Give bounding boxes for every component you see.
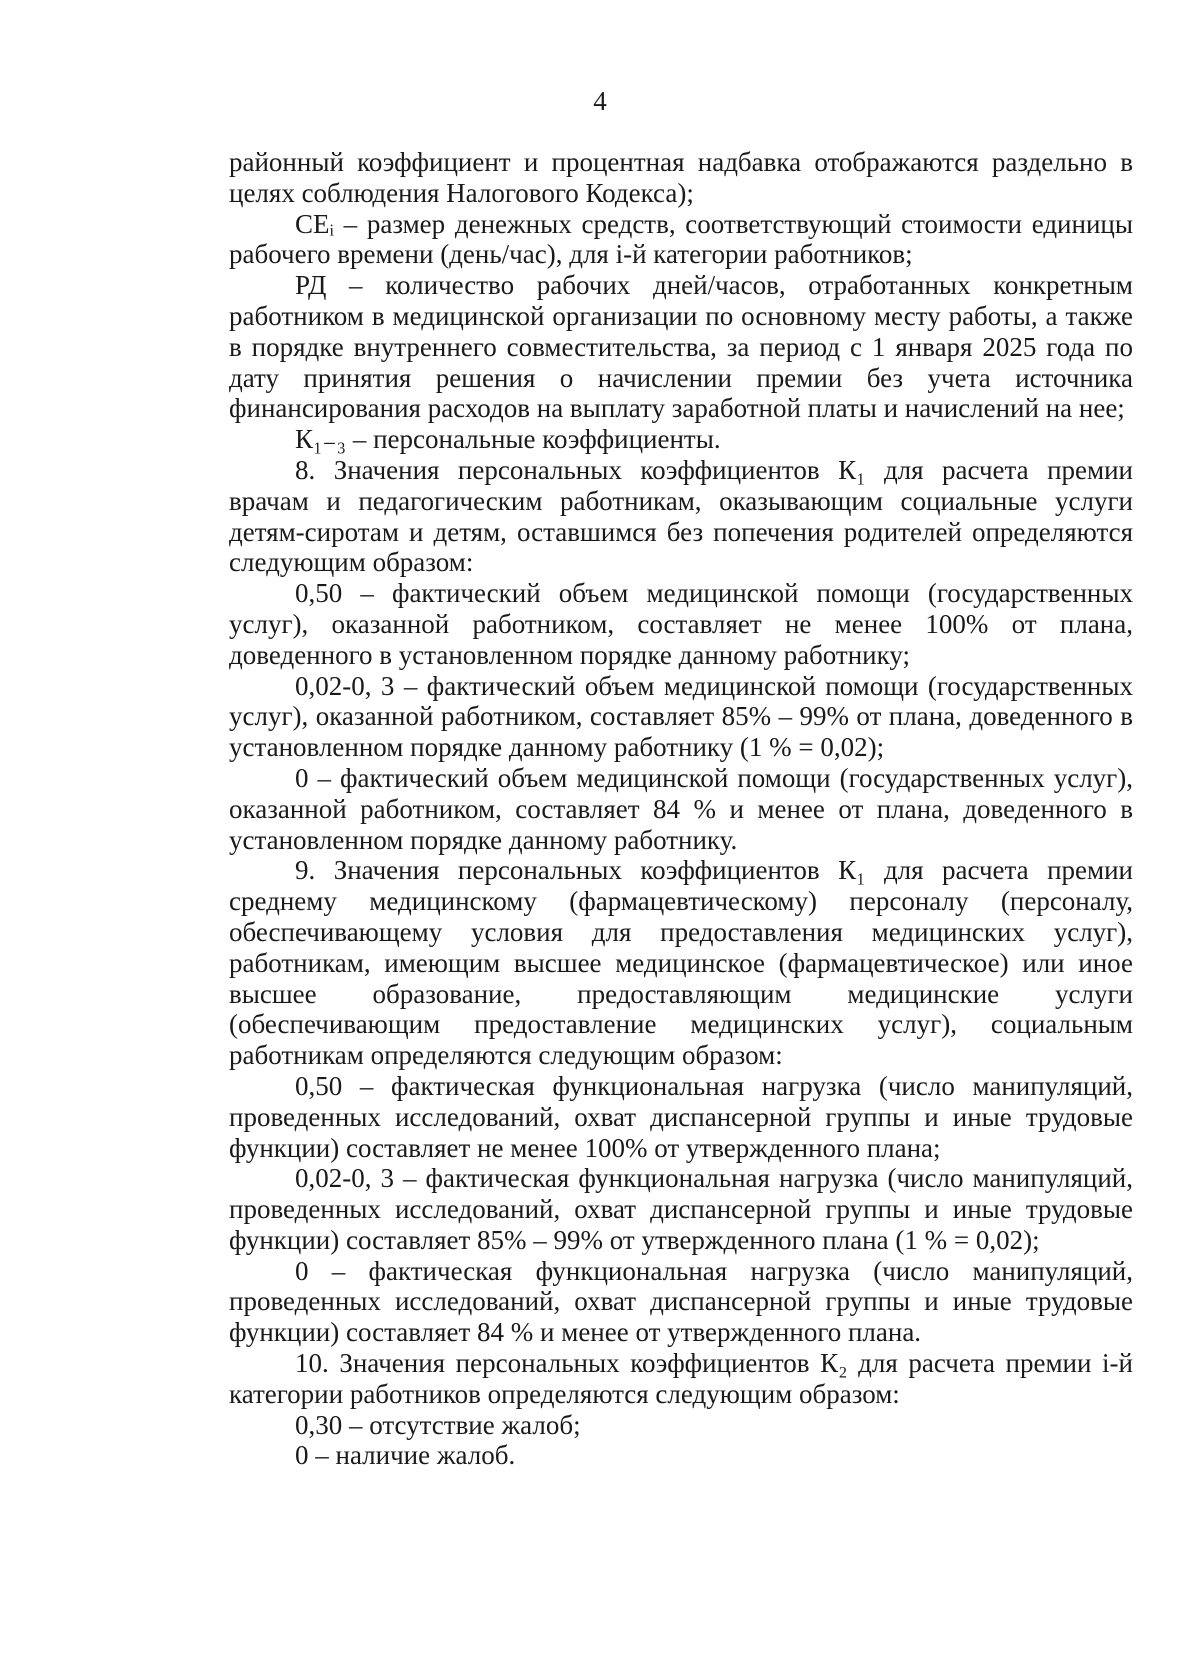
paragraph: 0,02-0, 3 – фактический объем медицинской помощи (государственных услуг), оказанной работником, составляет 85% – 99% от плана, доведенного в установленном порядке данному работнику (1 % = 0,02); [229, 670, 1133, 763]
paragraph: К₁₋₃ – персональные коэффициенты. [295, 424, 721, 455]
paragraph: 0,30 – отсутствие жалоб; [295, 1409, 581, 1440]
paragraph: СЕᵢ – размер денежных средств, соответствующий стоимости единицы рабочего времени (день/час), для i-й категории работников; [229, 208, 1133, 270]
paragraph: 0 – фактическая функциональная нагрузка (число манипуляций, проведенных исследований, охват диспансерной группы и иные трудовые функции) составляет 84 % и менее от утвержденного плана. [229, 1255, 1133, 1348]
document-body [229, 147, 1133, 1471]
paragraph: 9. Значения персональных коэффициентов К₁ для расчета премии среднему медицинскому (фармацевтическому) персоналу (персоналу, обеспечивающему условия для предоставления медицинских услуг), работникам, имеющим высшее медицинское (фармацевтическое) или иное высшее образование, предоставляющим медицинские услуги (обеспечивающим предоставление медицинских услуг), социальным работникам определяются следующим образом: [229, 855, 1133, 1071]
paragraph: 0,50 – фактический объем медицинской помощи (государственных услуг), оказанной работником, составляет не менее 100% от плана, доведенного в установленном порядке данному работнику; [229, 578, 1133, 670]
paragraph: 10. Значения персональных коэффициентов К₂ для расчета премии i-й категории работников определяются следующим образом: [229, 1348, 1133, 1409]
paragraph: 0 – фактический объем медицинской помощи (государственных услуг), оказанной работником, составляет 84 % и менее от плана, доведенного в установленном порядке данному работнику. [229, 762, 1133, 855]
paragraph: 8. Значения персональных коэффициентов К₁ для расчета премии врачам и педагогическим работникам, оказывающим социальные услуги детям-сиротам и детям, оставшимся без попечения родителей определяются следующим образом: [229, 454, 1133, 578]
paragraph: 0,50 – фактическая функциональная нагрузка (число манипуляций, проведенных исследований, охват диспансерной группы и иные трудовые функции) составляет не менее 100% от утвержденного плана; [229, 1070, 1133, 1163]
paragraph: 0 – наличие жалоб. [295, 1440, 516, 1471]
paragraph: районный коэффициент и процентная надбавка отображаются раздельно в целях соблюдения Налогового Кодекса); [229, 147, 1133, 208]
paragraph: 0,02-0, 3 – фактическая функциональная нагрузка (число манипуляций, проведенных исследований, охват диспансерной группы и иные трудовые функции) составляет 85% – 99% от утвержденного плана (1 % = 0,02); [229, 1163, 1133, 1255]
paragraph: РД – количество рабочих дней/часов, отработанных конкретным работником в медицинской организации по основному месту работы, а также в порядке внутреннего совместительства, за период с 1 января 2025 года по дату принятия решения о начислении премии без учета источника финансирования расходов на выплату заработной платы и начислений на нее; [229, 270, 1133, 424]
page-number: 4 [593, 86, 607, 116]
